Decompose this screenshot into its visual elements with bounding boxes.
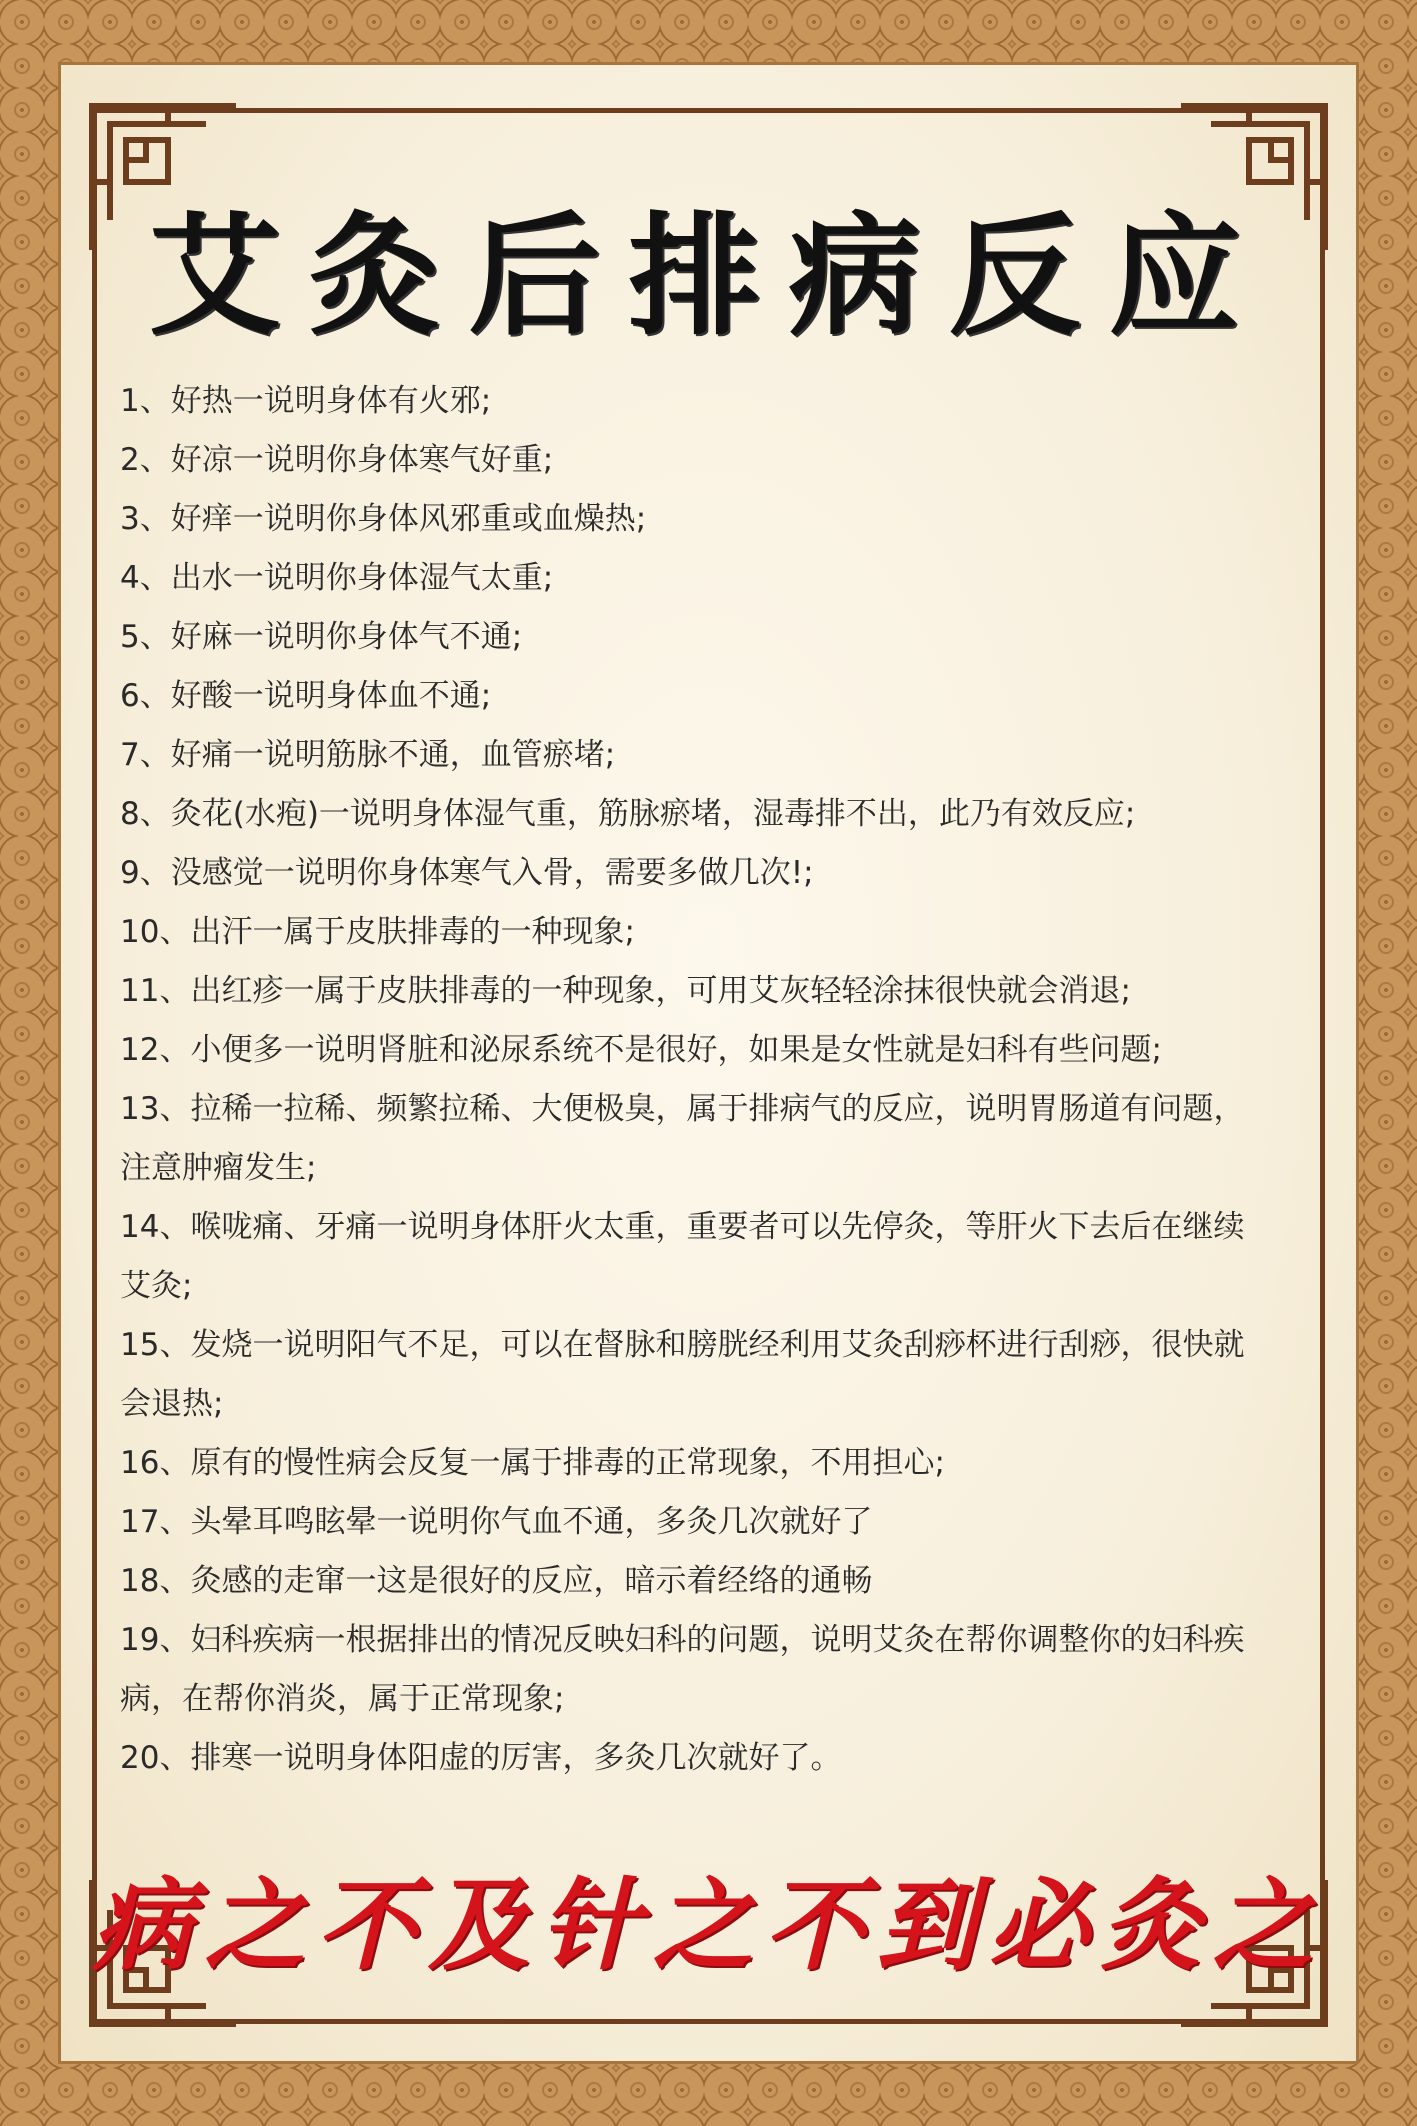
list-item: 14、喉咙痛、牙痛一说明身体肝火太重，重要者可以先停灸，等肝火下去后在继续 [120, 1209, 1245, 1245]
list-item: 1、好热一说明身体有火邪; [120, 383, 492, 419]
list-item: 2、好凉一说明你身体寒气好重; [120, 442, 554, 478]
list-item: 12、小便多一说明肾脏和泌尿系统不是很好，如果是女性就是妇科有些问题; [120, 1032, 1162, 1068]
list-item: 6、好酸一说明身体血不通; [120, 678, 492, 714]
list-item: 3、好痒一说明你身体风邪重或血燥热; [120, 501, 647, 537]
list-item: 9、没感觉一说明你身体寒气入骨，需要多做几次!; [120, 855, 814, 891]
list-item: 5、好麻一说明你身体气不通; [120, 619, 523, 655]
list-item: 4、出水一说明你身体湿气太重; [120, 560, 554, 596]
list-item-continuation: 会退热; [120, 1386, 224, 1422]
poster-title: 艾灸后排病反应 [148, 199, 1269, 354]
list-item: 18、灸感的走窜一这是很好的反应，暗示着经络的通畅 [120, 1563, 873, 1599]
motto-slogan: 病之不及针之不到必灸之 [92, 1866, 1325, 1984]
list-item-continuation: 艾灸; [120, 1268, 193, 1304]
list-item-continuation: 病，在帮你消炎，属于正常现象; [120, 1681, 565, 1717]
list-item-continuation: 注意肿瘤发生; [120, 1150, 317, 1186]
list-item: 16、原有的慢性病会反复一属于排毒的正常现象，不用担心; [120, 1445, 945, 1481]
reaction-list [120, 372, 1310, 1788]
list-item: 10、出汗一属于皮肤排毒的一种现象; [120, 914, 635, 950]
list-item: 19、妇科疾病一根据排出的情况反映妇科的问题，说明艾灸在帮你调整你的妇科疾 [120, 1622, 1245, 1658]
list-item: 8、灸花(水疱)一说明身体湿气重，筋脉瘀堵，湿毒排不出，此乃有效反应; [120, 796, 1136, 832]
list-item: 20、排寒一说明身体阳虚的厉害，多灸几次就好了。 [120, 1740, 842, 1776]
list-item: 11、出红疹一属于皮肤排毒的一种现象，可用艾灰轻轻涂抹很快就会消退; [120, 973, 1131, 1009]
list-item: 7、好痛一说明筋脉不通，血管瘀堵; [120, 737, 616, 773]
list-item: 17、头晕耳鸣眩晕一说明你气血不通，多灸几次就好了 [120, 1504, 873, 1540]
list-item: 13、拉稀一拉稀、频繁拉稀、大便极臭，属于排病气的反应，说明胃肠道有问题， [120, 1091, 1245, 1127]
list-item: 15、发烧一说明阳气不足，可以在督脉和膀胱经利用艾灸刮痧杯进行刮痧，很快就 [120, 1327, 1245, 1363]
